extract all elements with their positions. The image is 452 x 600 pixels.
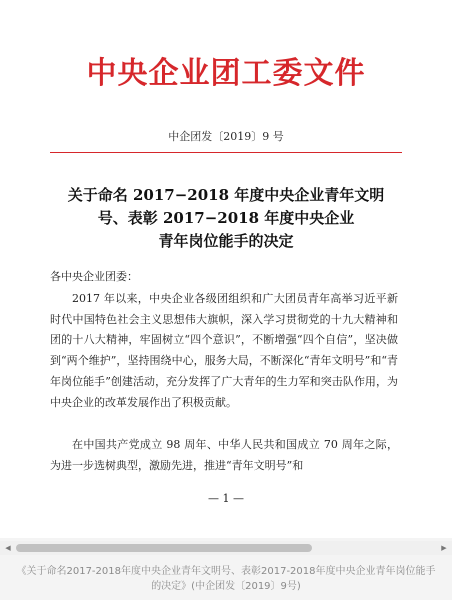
scrollbar-thumb[interactable] (16, 544, 312, 552)
document-header: 中央企业团工委文件 (86, 56, 366, 91)
title-line: 号、表彰 2017−2018 年度中央企业 (97, 209, 355, 227)
horizontal-scrollbar[interactable] (0, 541, 452, 555)
scroll-right-arrow-icon[interactable]: ▶ (441, 544, 447, 552)
title-line: 关于命名 2017−2018 年度中央企业青年文明 (67, 186, 385, 204)
red-divider-line (50, 152, 402, 153)
body-paragraph: 2017 年以来，中央企业各级团组织和广大团员青年高举习近平新时代中国特色社会主义思想伟大旗帜，深入学习贯彻党的十九大精神和团的十八大精神，牢固树立“四个意识”，不断增强“四个自信”，坚决做到“两个维护”，坚持围绕中心，服务大局，不断深化“青年文明号”和“青年岗位能手”创建活动，充分发挥了广大青年的生力军和突击队作用，为中央企业的改革发展作出了积极贡献。 (50, 292, 398, 409)
page-number: — 1 — (208, 492, 244, 505)
document-number: 中企团发〔2019〕9 号 (168, 130, 284, 143)
title-line: 青年岗位能手的决定 (158, 232, 294, 250)
salutation: 各中央企业团委： (50, 270, 138, 283)
scroll-left-arrow-icon[interactable]: ◀ (5, 544, 11, 552)
body-paragraph: 在中国共产党成立 98 周年、中华人民共和国成立 70 周年之际，为进一步选树典型，激励先进，推进“青年文明号”和 (50, 438, 398, 472)
image-caption: 《关于命名2017-2018年度中央企业青年文明号、表彰2017-2018年度中央企业青年岗位能手的决定》(中企团发〔2019〕9号) (16, 566, 436, 592)
document-title (40, 184, 412, 253)
